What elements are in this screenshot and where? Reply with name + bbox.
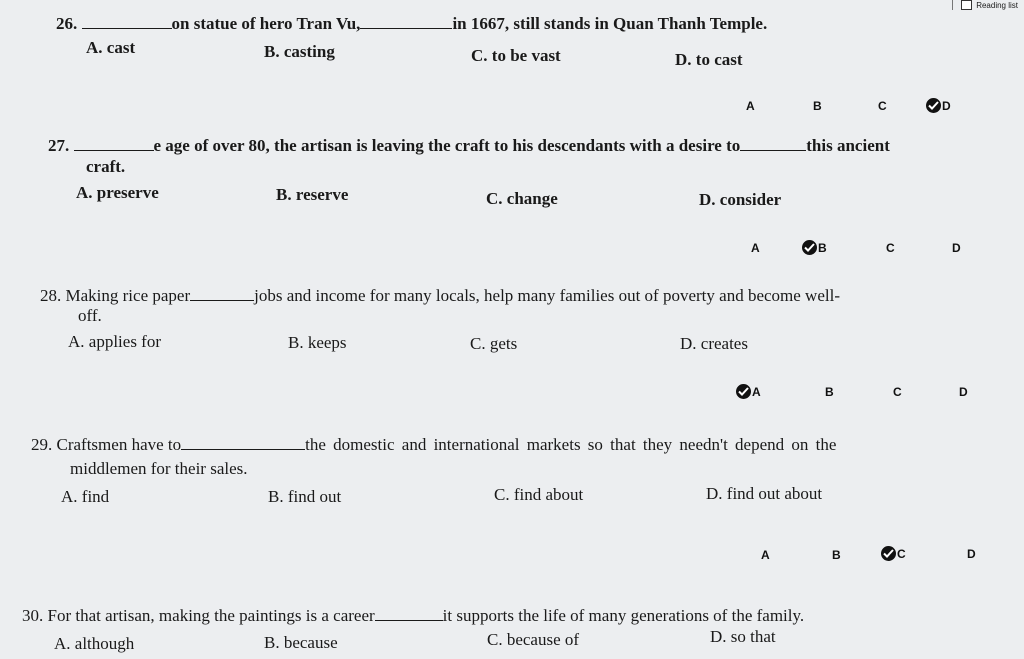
answer-choice-a-selected[interactable]: A [736,384,761,399]
question-text: the domestic and international markets so that they needn't depend on the [305,435,837,454]
answer-choice-b[interactable]: B [832,548,841,562]
answer-blank [82,14,172,29]
answer-choice-d[interactable]: D [952,241,961,255]
question-text: Craftsmen have to [56,435,182,454]
question-text: it supports the life of many generations of the family. [442,606,805,625]
question-number: 28. [40,286,62,305]
answer-choice-a[interactable]: A [761,548,770,562]
question-number: 27. [48,136,70,155]
option-c: C. gets [470,334,518,353]
answer-choice-b[interactable]: B [813,99,822,113]
option-d: D. find out about [706,484,823,503]
question-28-stem [40,286,840,306]
question-27-stem [48,136,890,156]
question-text: e age of over 80, the artisan is leaving the craft to his descendants with a desire to [153,136,741,155]
option-b: B. casting [264,42,335,61]
answer-choice-c[interactable]: C [893,385,902,399]
question-text: jobs and income for many locals, help many families out of poverty and become well- [254,286,840,305]
question-29-stem [31,435,836,455]
option-b: B. keeps [288,333,347,352]
question-26-stem [56,14,767,34]
option-a: A. preserve [76,183,159,202]
answer-blank [181,435,305,450]
question-text: on statue of hero Tran Vu, [171,14,361,33]
answer-choice-b[interactable]: B [825,385,834,399]
answer-choice-d[interactable]: D [959,385,968,399]
question-text: in 1667, still stands in Quan Thanh Temple. [452,14,768,33]
option-a: A. cast [86,38,136,57]
answer-choice-d-selected[interactable]: D [926,98,951,113]
option-b: B. because [264,633,338,652]
option-c: C. to be vast [471,46,561,65]
answer-blank [190,286,254,301]
option-d: D. so that [710,627,776,646]
reading-list-label[interactable]: Reading list [976,0,1018,10]
question-28-line2: off. [78,306,102,325]
question-text: Making rice paper [65,286,191,305]
option-a: A. find [61,487,110,506]
checkmark-icon [926,98,941,113]
question-number: 29. [31,435,53,454]
checkmark-icon [802,240,817,255]
checkmark-icon [881,546,896,561]
answer-choice-d[interactable]: D [967,547,976,561]
answer-choice-c[interactable]: C [886,241,895,255]
answer-blank [360,14,452,29]
answer-blank [740,136,806,151]
answer-choice-a[interactable]: A [746,99,755,113]
question-number: 26. [56,14,78,33]
option-d: D. creates [680,334,748,353]
question-29-line2: middlemen for their sales. [70,459,248,478]
browser-toolbar [952,0,1024,10]
option-b: B. find out [268,487,342,506]
answer-choice-c[interactable]: C [878,99,887,113]
answer-blank [375,606,443,621]
reading-list-icon[interactable] [961,0,972,10]
option-c: C. because of [487,630,580,649]
toolbar-divider [952,0,953,10]
option-a: A. applies for [68,332,162,351]
question-number: 30. [22,606,44,625]
checkmark-icon [736,384,751,399]
option-c: C. find about [494,485,584,504]
option-d: D. consider [699,190,782,209]
option-c: C. change [486,189,558,208]
question-27-line2: craft. [86,157,126,176]
answer-choice-a[interactable]: A [751,241,760,255]
answer-choice-b-selected[interactable]: B [802,240,827,255]
question-text: this ancient [806,136,890,155]
question-30-stem [22,606,804,626]
option-b: B. reserve [276,185,349,204]
answer-blank [74,136,154,151]
option-a: A. although [54,634,135,653]
answer-choice-c-selected[interactable]: C [881,546,906,561]
question-text: For that artisan, making the paintings is a career [47,606,375,625]
option-d: D. to cast [675,50,743,69]
